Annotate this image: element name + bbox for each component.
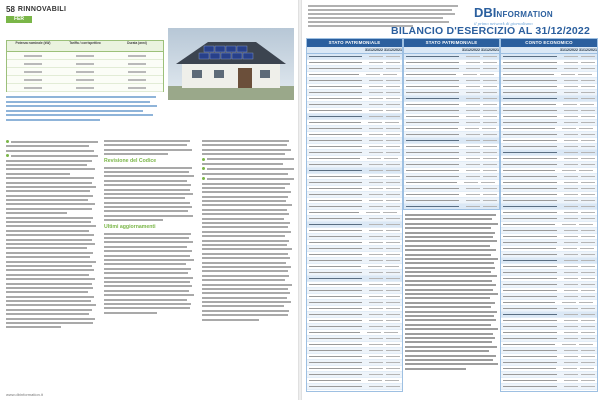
balance-sheet-liabilities [403,38,500,210]
page-header [6,3,66,15]
section-tag: FER [6,16,32,23]
statement-heading: STATO PATRIMONIALE [307,39,402,47]
table-row [7,76,163,84]
table-row [7,84,163,92]
year-current: 31/12/2022 [365,48,383,52]
financial-statement-title: BILANCIO D'ESERCIZIO AL 31/12/2022 [391,25,590,37]
statement-years [501,47,597,54]
table-caption [6,96,162,130]
subheading-ultimi-aggiornamenti: Ultimi aggiornamenti [104,223,156,230]
article-column-3 [202,140,294,323]
statement-years [404,47,499,54]
balance-sheet-assets [306,38,403,392]
table-row [7,52,163,60]
report-text-column-1 [405,214,500,372]
income-statement [500,38,598,392]
year-current: 31/12/2022 [462,48,480,52]
section-name: RINNOVABILI [17,5,67,13]
solar-house-illustration [168,28,294,100]
page-number: 58 [6,4,15,14]
table-row [7,68,163,76]
statement-heading: STATO PATRIMONIALE [404,39,499,47]
logo-db: DBI [474,5,497,20]
logo-information: NFORMATION [496,10,554,19]
tariff-table-col-3: Durata (anni) [127,41,147,45]
tariff-table-col-1: Potenza nominale (kW) [15,41,51,45]
year-current: 31/12/2022 [560,48,578,52]
year-previous: 31/12/2021 [481,48,499,52]
year-previous: 31/12/2021 [579,48,597,52]
table-row [7,60,163,68]
page-footer: www.dbinformation.it [6,392,43,397]
logo-tagline: il primo network di giornalismo [474,21,533,26]
tariff-table [6,40,164,92]
tariff-table-header [7,41,163,52]
solar-house-photo [168,28,294,100]
statement-years [307,47,402,54]
left-page [0,0,298,400]
tariff-table-col-2: Tariffa / corrispettivo [69,41,101,45]
subheading-revisione: Revisione del Codice [104,157,157,164]
article-column-2 [104,140,196,316]
article-column-1 [6,140,98,331]
statement-heading: CONTO ECONOMICO [501,39,597,47]
dbinformation-logo [474,4,594,26]
year-previous: 31/12/2021 [384,48,402,52]
right-page [302,0,600,400]
